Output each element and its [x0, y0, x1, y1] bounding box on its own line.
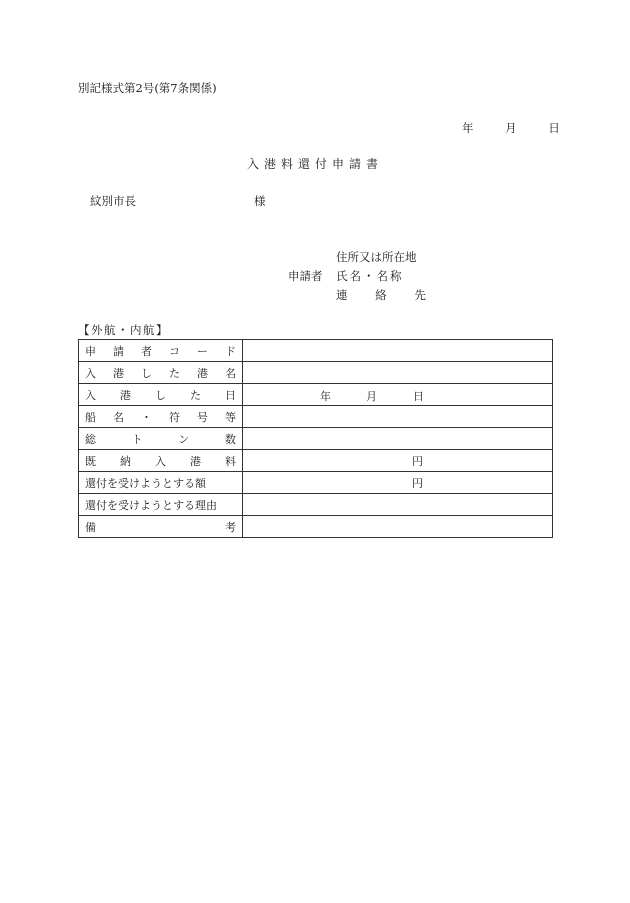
label-char: 名	[225, 366, 236, 380]
label-char: 名	[113, 410, 124, 424]
refund-reason-label: 還付を受けようとする理由	[79, 494, 243, 516]
table-row	[79, 516, 553, 538]
tonnage-field[interactable]	[243, 428, 553, 450]
label-char: 符	[169, 410, 180, 424]
entry-year-unit: 年	[320, 390, 331, 403]
addressee-name: 紋別市長	[90, 194, 136, 208]
label-char: 数	[224, 432, 236, 446]
label-char: 総	[85, 432, 96, 446]
document-title: 入港料還付申請書	[246, 157, 383, 171]
label-char: 入	[155, 454, 166, 468]
label-char: 申	[85, 344, 96, 358]
label-char: 等	[225, 410, 236, 424]
paid-fee-field[interactable]	[243, 450, 553, 472]
remarks-field[interactable]	[243, 516, 553, 538]
refund-yen-unit: 円	[412, 476, 423, 490]
tonnage-label	[79, 428, 243, 450]
entry-date-label	[79, 384, 243, 406]
label-char: 料	[225, 454, 236, 468]
table-row	[79, 362, 553, 384]
applicant-code-label	[79, 340, 243, 362]
table-row	[79, 384, 553, 406]
date-day-label: 日	[548, 121, 560, 135]
date-month-label: 月	[505, 121, 517, 135]
contact-char-2: 絡	[375, 288, 387, 302]
label-char: ー	[197, 344, 208, 358]
label-char: 港	[197, 366, 208, 380]
table-row	[79, 406, 553, 428]
paid-fee-label	[79, 450, 243, 472]
remarks-label	[79, 516, 243, 538]
label-char: 請	[113, 344, 124, 358]
label-char: 船	[85, 410, 96, 424]
label-char: 港	[113, 366, 124, 380]
port-name-field[interactable]	[243, 362, 553, 384]
ship-name-field[interactable]	[243, 406, 553, 428]
application-form-table	[78, 339, 553, 538]
table-row	[79, 472, 553, 494]
contact-char-1: 連	[336, 288, 348, 302]
refund-amount-field[interactable]	[243, 472, 553, 494]
form-reference: 別記様式第2号(第7条関係)	[78, 81, 217, 95]
label-char: コ	[169, 344, 180, 358]
entry-date-field[interactable]	[243, 384, 553, 406]
label-char: ト	[131, 432, 143, 446]
label-char: ン	[178, 432, 190, 446]
applicant-name-label: 氏名・名称	[336, 269, 404, 283]
label-char: 備	[85, 520, 96, 534]
table-row	[79, 450, 553, 472]
table-row	[79, 494, 553, 516]
entry-day-unit: 日	[413, 390, 424, 403]
label-char: た	[190, 388, 201, 402]
table-row	[79, 428, 553, 450]
label-char: 日	[225, 388, 236, 402]
label-char: 港	[190, 454, 201, 468]
label-char: ド	[225, 344, 236, 358]
label-char: 入	[85, 388, 96, 402]
applicant-contact-label	[336, 287, 426, 303]
contact-char-3: 先	[414, 288, 426, 302]
applicant-code-field[interactable]	[243, 340, 553, 362]
entry-month-unit: 月	[366, 390, 377, 403]
label-char: た	[169, 366, 180, 380]
applicant-address-label: 住所又は所在地	[336, 250, 417, 264]
label-char: 考	[225, 520, 236, 534]
applicant-role-label: 申請者	[288, 269, 323, 283]
date-year-label: 年	[462, 121, 474, 135]
section-label: 【外航・内航】	[78, 323, 169, 337]
label-char: し	[155, 388, 166, 402]
paid-yen-unit: 円	[412, 454, 423, 468]
label-char: 納	[120, 454, 131, 468]
addressee-honorific: 様	[254, 194, 266, 208]
refund-amount-label: 還付を受けようとする額	[79, 472, 243, 494]
ship-name-label	[79, 406, 243, 428]
label-char: 港	[120, 388, 131, 402]
label-char: し	[141, 366, 152, 380]
submission-date	[462, 120, 560, 136]
refund-reason-field[interactable]	[243, 494, 553, 516]
label-char: 既	[85, 454, 96, 468]
port-name-label	[79, 362, 243, 384]
table-row	[79, 340, 553, 362]
label-char: ・	[141, 410, 152, 424]
label-char: 入	[85, 366, 96, 380]
label-char: 号	[197, 410, 208, 424]
label-char: 者	[141, 344, 152, 358]
